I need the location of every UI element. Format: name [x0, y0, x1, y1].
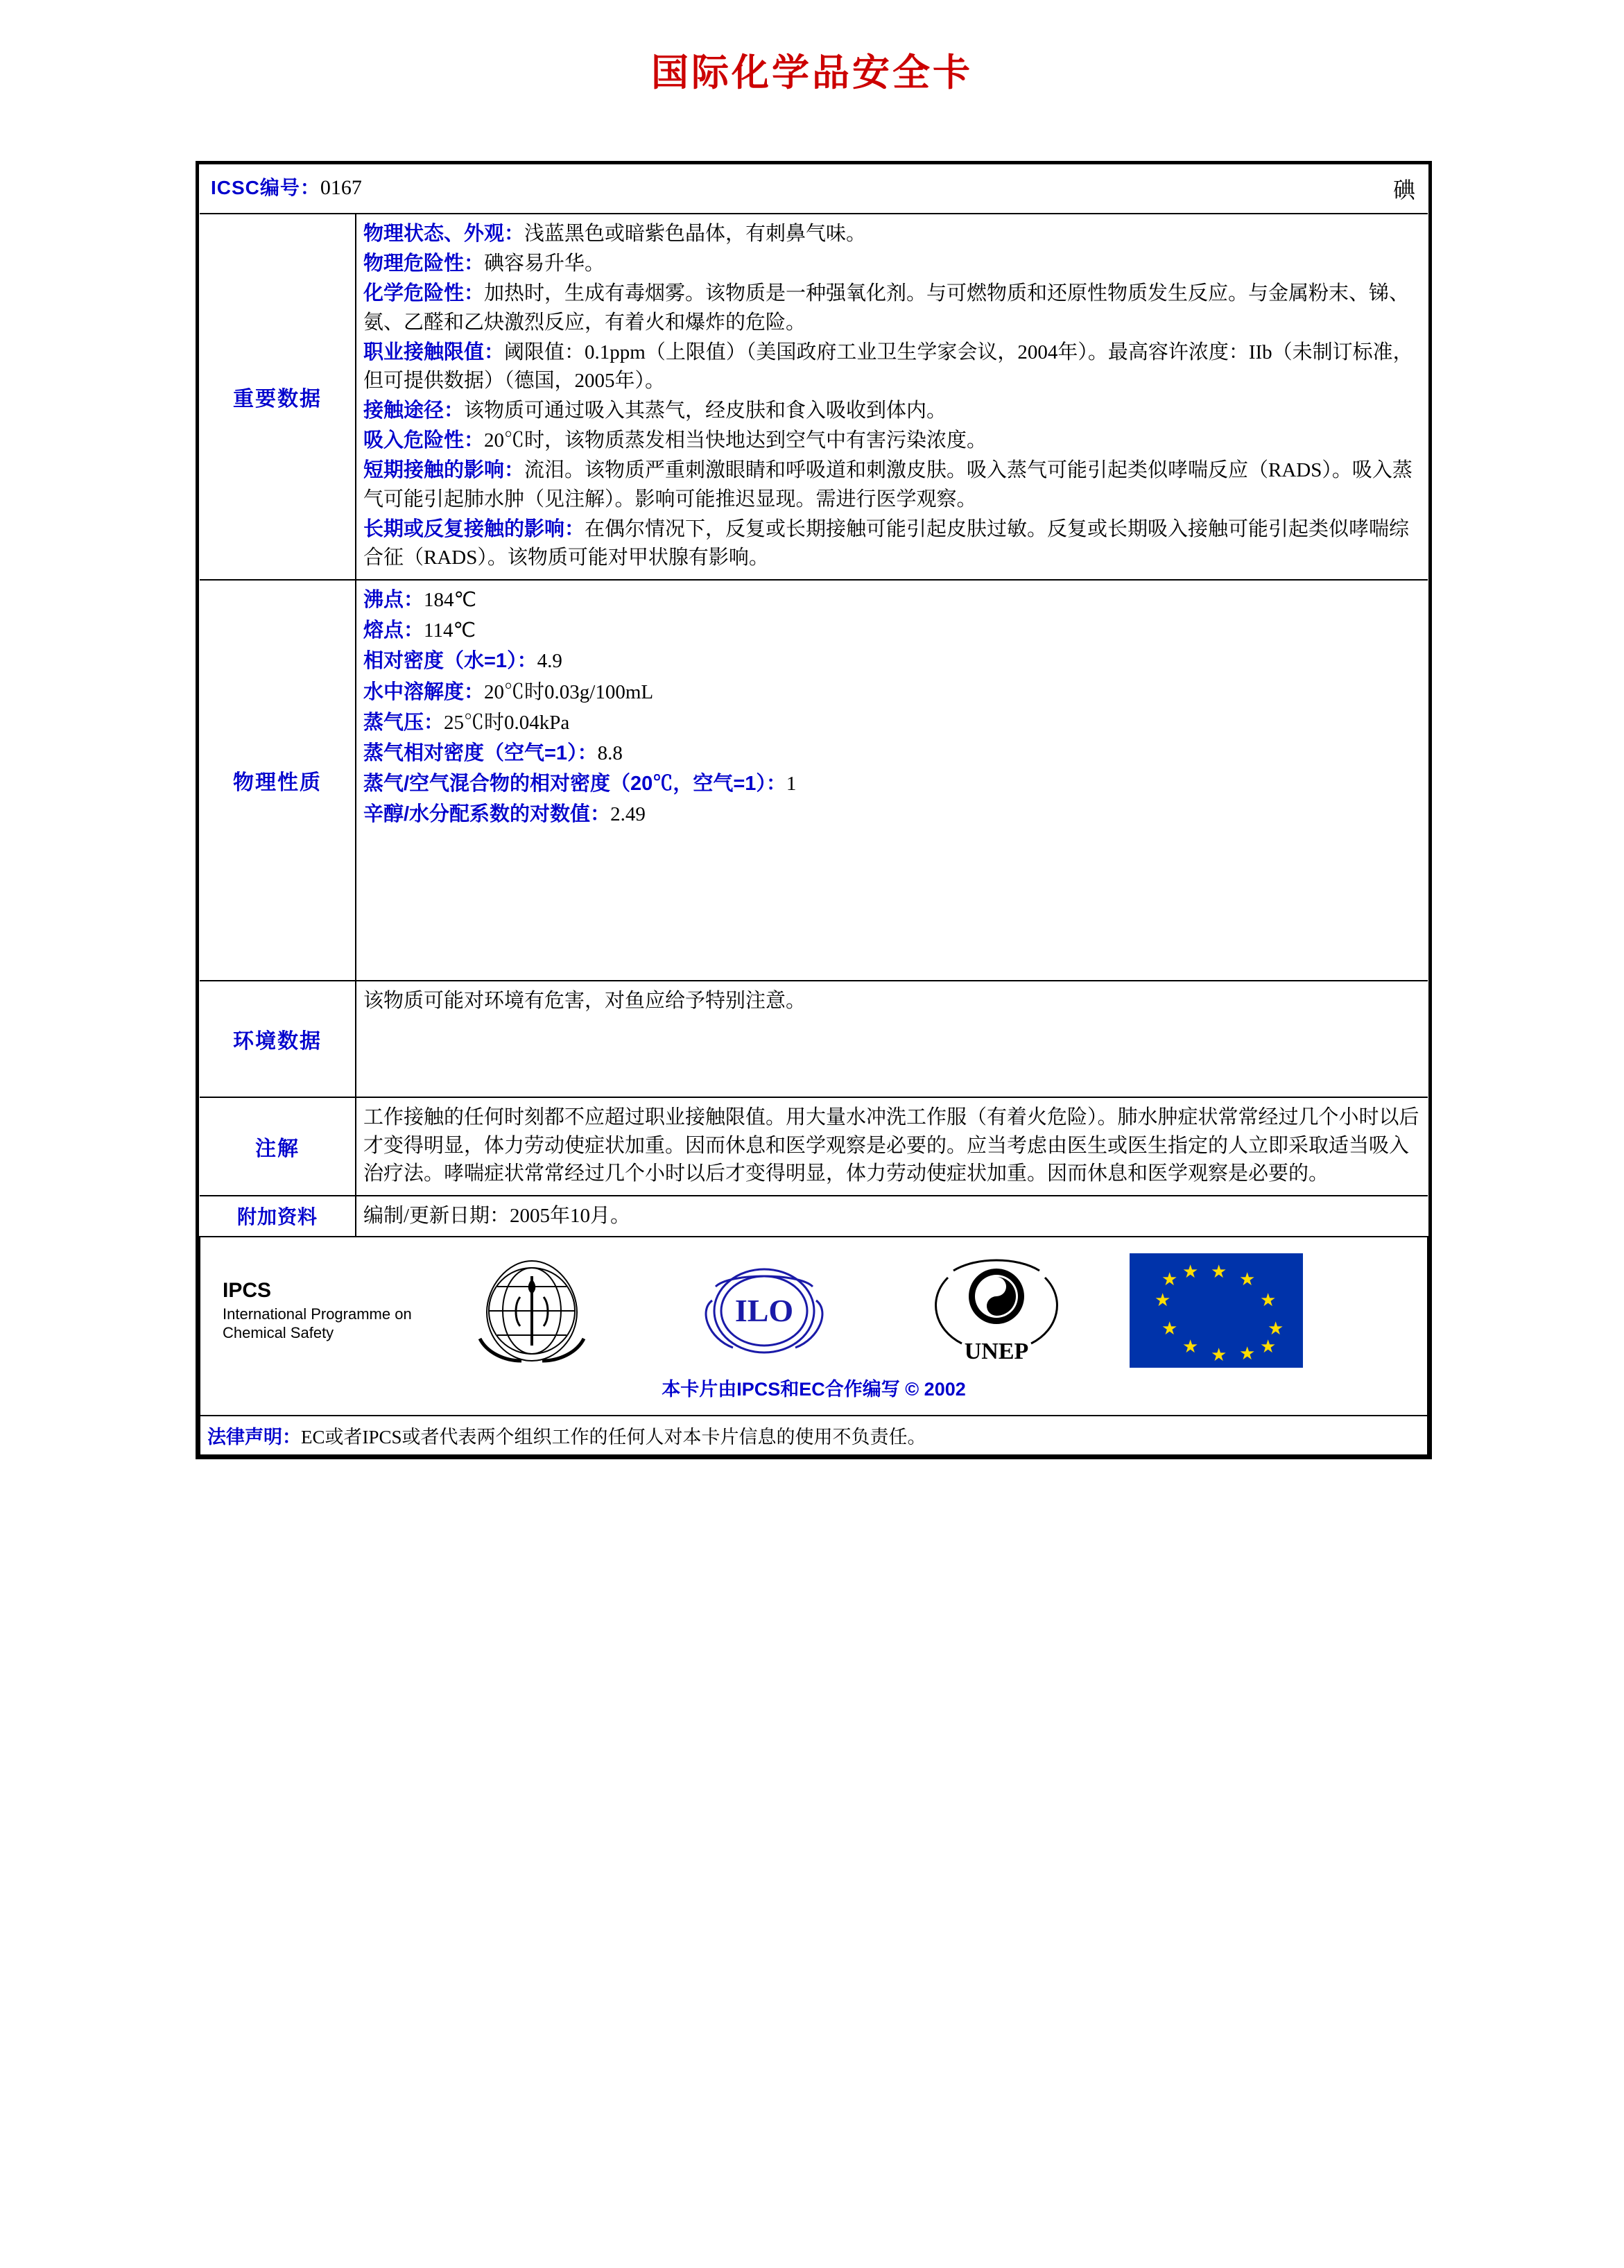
- substance-name-cell: [356, 164, 1428, 214]
- item-term: 蒸气/空气混合物的相对密度（20℃，空气=1）：: [363, 773, 786, 796]
- legal-text: EC或者IPCS或者代表两个组织工作的任何人对本卡片信息的使用不负责任。: [301, 1427, 926, 1448]
- notes-label: 注解: [200, 1097, 356, 1196]
- additional-info-label: 附加资料: [200, 1196, 356, 1237]
- svg-text:ILO: ILO: [734, 1292, 793, 1328]
- item-term: 物理危险性：: [363, 252, 485, 275]
- environmental-data-row: [200, 981, 1428, 1097]
- substance-name: 碘: [1392, 178, 1415, 203]
- physical-property-item: [363, 678, 1421, 707]
- important-data-item: [363, 220, 1421, 248]
- item-text: 阈限值：0.1ppm（上限值）（美国政府工业卫生学家会议，2004年）。最高容许浓度：IIb（未制订标准，但可提供数据）（德国，2005年）。: [363, 341, 1413, 392]
- physical-property-item: [363, 800, 1421, 829]
- legal-label: 法律声明：: [207, 1427, 301, 1448]
- item-text: 加热时，生成有毒烟雾。该物质是一种强氧化剂。与可燃物质和还原性物质发生反应。与金属粉末、锑、氨、乙醛和乙炔激烈反应，有着火和爆炸的危险。: [363, 282, 1410, 334]
- item-text: 碘容易升华。: [484, 252, 605, 275]
- svg-text:UNEP: UNEP: [964, 1339, 1028, 1365]
- item-text: 20℃时0.03g/100mL: [484, 680, 654, 703]
- item-term: 接触途径：: [363, 400, 465, 422]
- page: [0, 43, 1624, 2268]
- item-term: 吸入危险性：: [363, 429, 485, 452]
- important-data-item: [363, 280, 1421, 336]
- important-data-item: [363, 456, 1421, 513]
- physical-property-item: [363, 617, 1421, 645]
- notes-row: [200, 1097, 1428, 1196]
- page-title: 国际化学品安全卡: [651, 52, 973, 94]
- icsc-number-cell: [200, 164, 362, 214]
- environmental-data-label: 环境数据: [200, 981, 356, 1097]
- icsc-card: [196, 161, 1432, 1459]
- logo-row: [200, 1237, 1428, 1416]
- physical-property-item: [363, 586, 1421, 615]
- important-data-item: [363, 397, 1421, 425]
- notes-content: [356, 1097, 1428, 1196]
- who-logo: [415, 1255, 648, 1366]
- item-term: 短期接触的影响：: [363, 459, 525, 482]
- item-term: 蒸气压：: [363, 711, 444, 734]
- physical-property-item: [363, 647, 1421, 676]
- physical-property-item: [363, 739, 1421, 768]
- eu-flag: [1112, 1253, 1320, 1368]
- important-data-item: [363, 338, 1421, 395]
- notes-text: 工作接触的任何时刻都不应超过职业接触限值。用大量水冲洗工作服（有着火危险）。肺水肿症状常常经过几个小时以后才变得明显，体力劳动使症状加重。因而休息和医学观察是必要的。应当考虑由医生或医生指定的人立即采取适当吸入治疗法。哮喘症状常常经过几个小时以后才变得明显，体力劳动使症状加重。因而休息和医学观察是必要的。: [363, 1106, 1419, 1185]
- important-data-item: [363, 515, 1421, 572]
- item-term: 沸点：: [363, 589, 424, 612]
- ipcs-full-name: International Programme on Chemical Safety: [223, 1305, 412, 1342]
- physical-properties-label: 物理性质: [200, 580, 356, 981]
- important-data-label: 重要数据: [200, 214, 356, 580]
- item-text: 4.9: [537, 650, 562, 673]
- legal-cell: [200, 1416, 1428, 1455]
- item-term: 水中溶解度：: [363, 680, 485, 703]
- item-text: 浅蓝黑色或暗紫色晶体，有刺鼻气味。: [524, 223, 867, 245]
- item-text: 流泪。该物质严重刺激眼睛和呼吸道和刺激皮肤。吸入蒸气可能引起类似哮喘反应（RADS）。吸入蒸气可能引起肺水肿（见注解）。影响可能推迟显现。需进行医学观察。: [363, 459, 1413, 510]
- ipcs-acronym: IPCS: [223, 1278, 272, 1302]
- physical-property-item: [363, 770, 1421, 798]
- logo-strip: [207, 1243, 1420, 1371]
- ipcs-block: [207, 1279, 415, 1343]
- logo-strip-cell: [200, 1237, 1428, 1416]
- legal-row: [200, 1416, 1428, 1455]
- item-term: 熔点：: [363, 619, 424, 642]
- physical-properties-row: [200, 580, 1428, 981]
- credit-line: 本卡片由IPCS和EC合作编写 © 2002: [662, 1379, 966, 1400]
- card-header-row: [200, 164, 1428, 214]
- item-text: 25℃时0.04kPa: [444, 711, 570, 734]
- important-data-content: [356, 214, 1428, 580]
- environmental-data-text: 该物质可能对环境有危害，对鱼应给予特别注意。: [363, 990, 806, 1013]
- additional-info-content: 编制/更新日期：2005年10月。: [356, 1196, 1428, 1237]
- ilo-logo: [648, 1259, 880, 1363]
- item-text: 在偶尔情况下，反复或长期接触可能引起皮肤过敏。反复或长期吸入接触可能引起类似哮喘综合征（RADS）。该物质可能对甲状腺有影响。: [363, 517, 1410, 569]
- item-term: 相对密度（水=1）：: [363, 650, 537, 673]
- important-data-item: [363, 250, 1421, 278]
- item-text: 2.49: [610, 803, 646, 826]
- additional-info-row: [200, 1196, 1428, 1237]
- item-text: 184℃: [424, 589, 477, 612]
- physical-property-item: [363, 709, 1421, 737]
- physical-properties-content: [356, 580, 1428, 981]
- item-term: 物理状态、外观：: [363, 223, 525, 245]
- icsc-table: [199, 164, 1428, 1456]
- item-text: 该物质可通过吸入其蒸气，经皮肤和食入吸收到体内。: [464, 400, 947, 422]
- item-text: 8.8: [597, 741, 623, 764]
- important-data-row: [200, 214, 1428, 580]
- item-term: 长期或反复接触的影响：: [363, 517, 585, 540]
- item-term: 化学危险性：: [363, 282, 485, 305]
- item-term: 职业接触限值：: [363, 341, 505, 363]
- item-term: 辛醇/水分配系数的对数值：: [363, 803, 611, 826]
- important-data-item: [363, 427, 1421, 455]
- item-text: 20℃时，该物质蒸发相当快地达到空气中有害污染浓度。: [484, 429, 987, 452]
- environmental-data-content: [356, 981, 1428, 1097]
- unep-logo: [880, 1253, 1112, 1368]
- item-term: 蒸气相对密度（空气=1）：: [363, 741, 598, 764]
- item-text: 114℃: [424, 619, 476, 642]
- item-text: 1: [786, 773, 797, 796]
- eu-flag-field: ★ ★ ★ ★ ★ ★ ★ ★ ★ ★ ★ ★: [1130, 1253, 1303, 1368]
- icsc-number-value: 0167: [320, 176, 362, 199]
- icsc-number-label: ICSC编号：: [211, 177, 320, 198]
